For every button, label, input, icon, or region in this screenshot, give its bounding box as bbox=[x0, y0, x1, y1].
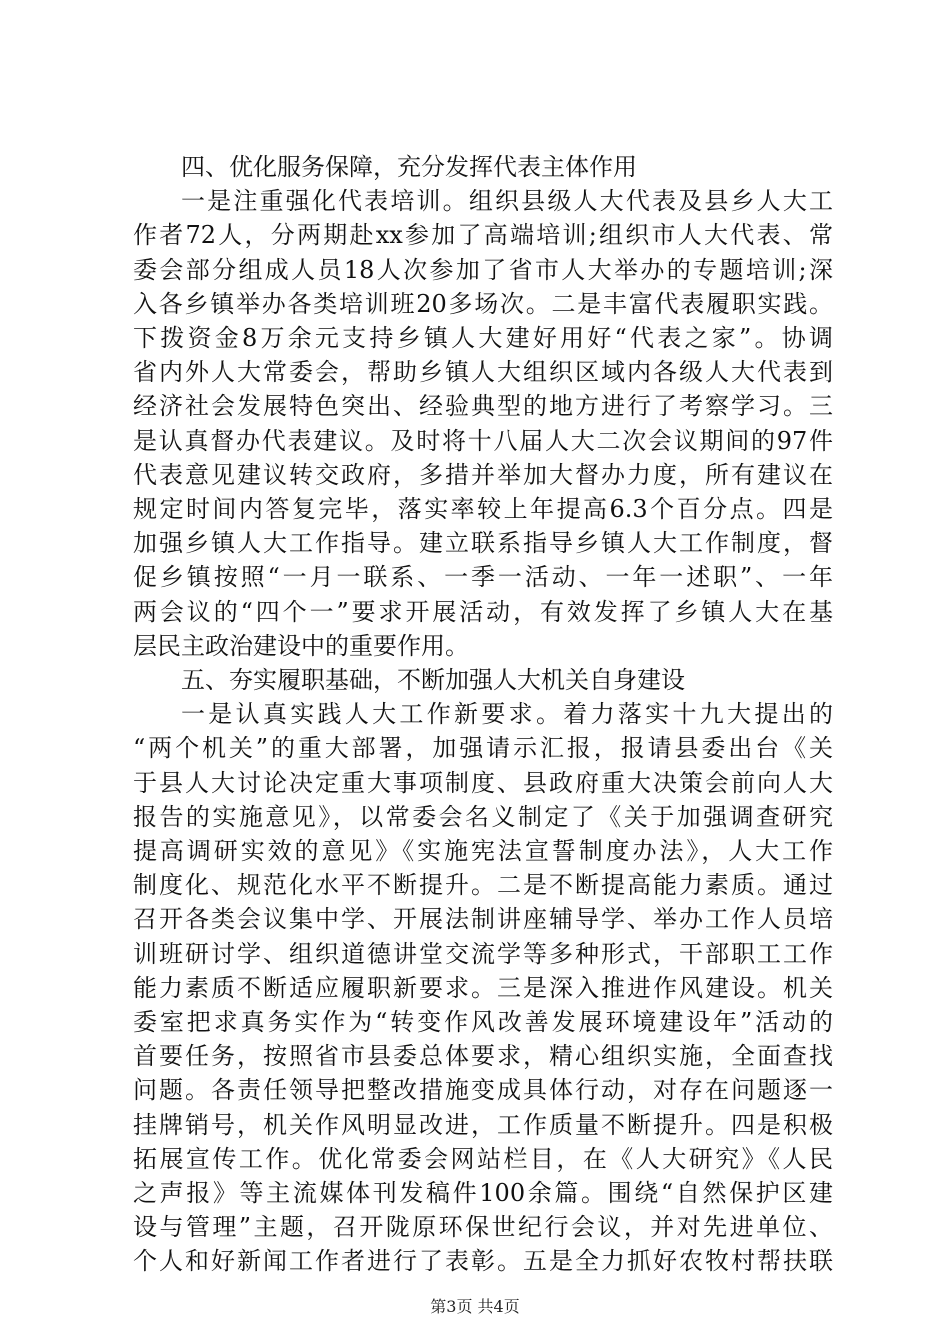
paragraph-line: 个人和好新闻工作者进行了表彰。五是全力抓好农牧村帮扶联 bbox=[133, 1247, 833, 1276]
paragraph-line: 提高调研实效的意见》《实施宪法宣誓制度办法》，人大工作 bbox=[133, 837, 833, 865]
paragraph-line: “两个机关”的重大部署，加强请示汇报，报请县委出台《关 bbox=[133, 734, 833, 763]
paragraph-line: 挂牌销号，机关作风明显改进，工作质量不断提升。四是积极 bbox=[133, 1110, 833, 1139]
paragraph-line: 委会部分组成人员18人次参加了省市人大举办的专题培训;深 bbox=[133, 255, 833, 284]
paragraph-line: 两会议的“四个一”要求开展活动，有效发挥了乡镇人大在基 bbox=[133, 597, 833, 626]
paragraph-line: 之声报》等主流媒体刊发稿件100余篇。围绕“自然保护区建 bbox=[133, 1179, 833, 1207]
paragraph-line: 能力素质不断适应履职新要求。三是深入推进作风建设。机关 bbox=[133, 973, 833, 1002]
paragraph-line: 一是注重强化代表培训。组织县级人大代表及县乡人大工 bbox=[181, 187, 833, 216]
paragraph-line: 下拨资金8万余元支持乡镇人大建好用好“代表之家”。协调 bbox=[133, 324, 833, 352]
section-heading-4: 四、优化服务保障，充分发挥代表主体作用 bbox=[181, 153, 637, 181]
paragraph-line: 召开各类会议集中学、开展法制讲座辅导学、举办工作人员培 bbox=[133, 905, 833, 934]
paragraph-line: 是认真督办代表建议。及时将十八届人大二次会议期间的97件 bbox=[133, 426, 833, 455]
paragraph-line: 一是认真实践人大工作新要求。着力落实十九大提出的 bbox=[181, 700, 833, 729]
section-heading-5: 五、夯实履职基础，不断加强人大机关自身建设 bbox=[181, 666, 685, 694]
paragraph-line: 促乡镇按照“一月一联系、一季一活动、一年一述职”、一年 bbox=[133, 563, 833, 592]
paragraph-line: 首要任务，按照省市县委总体要求，精心组织实施，全面查找 bbox=[133, 1042, 833, 1071]
paragraph-line: 问题。各责任领导把整改措施变成具体行动，对存在问题逐一 bbox=[133, 1076, 833, 1105]
paragraph-line: 制度化、规范化水平不断提升。二是不断提高能力素质。通过 bbox=[133, 871, 833, 900]
paragraph-line: 代表意见建议转交政府，多措并举加大督办力度，所有建议在 bbox=[133, 460, 833, 489]
paragraph-line: 设与管理”主题，召开陇原环保世纪行会议，并对先进单位、 bbox=[133, 1213, 833, 1242]
paragraph-line: 省内外人大常委会，帮助乡镇人大组织区域内各级人大代表到 bbox=[133, 358, 833, 387]
paragraph-line: 入各乡镇举办各类培训班20多场次。二是丰富代表履职实践。 bbox=[133, 289, 833, 318]
paragraph-line: 于县人大讨论决定重大事项制度、县政府重大决策会前向人大 bbox=[133, 768, 833, 797]
paragraph-line: 层民主政治建设中的重要作用。 bbox=[133, 631, 469, 660]
paragraph-line: 经济社会发展特色突出、经验典型的地方进行了考察学习。三 bbox=[133, 392, 833, 421]
paragraph-line: 加强乡镇人大工作指导。建立联系指导乡镇人大工作制度，督 bbox=[133, 529, 833, 558]
paragraph-line: 作者72人，分两期赴xx参加了高端培训;组织市人大代表、常 bbox=[133, 221, 833, 250]
page-footer: 第3页 共4页 bbox=[430, 1297, 520, 1316]
paragraph-line: 拓展宣传工作。优化常委会网站栏目，在《人大研究》《人民 bbox=[133, 1144, 833, 1173]
paragraph-line: 训班研讨学、组织道德讲堂交流学等多种形式，干部职工工作 bbox=[133, 939, 833, 968]
paragraph-line: 委室把求真务实作为“转变作风改善发展环境建设年”活动的 bbox=[133, 1008, 833, 1036]
paragraph-line: 规定时间内答复完毕，落实率较上年提高6.3个百分点。四是 bbox=[133, 495, 833, 523]
paragraph-line: 报告的实施意见》，以常委会名义制定了《关于加强调查研究 bbox=[133, 802, 833, 831]
